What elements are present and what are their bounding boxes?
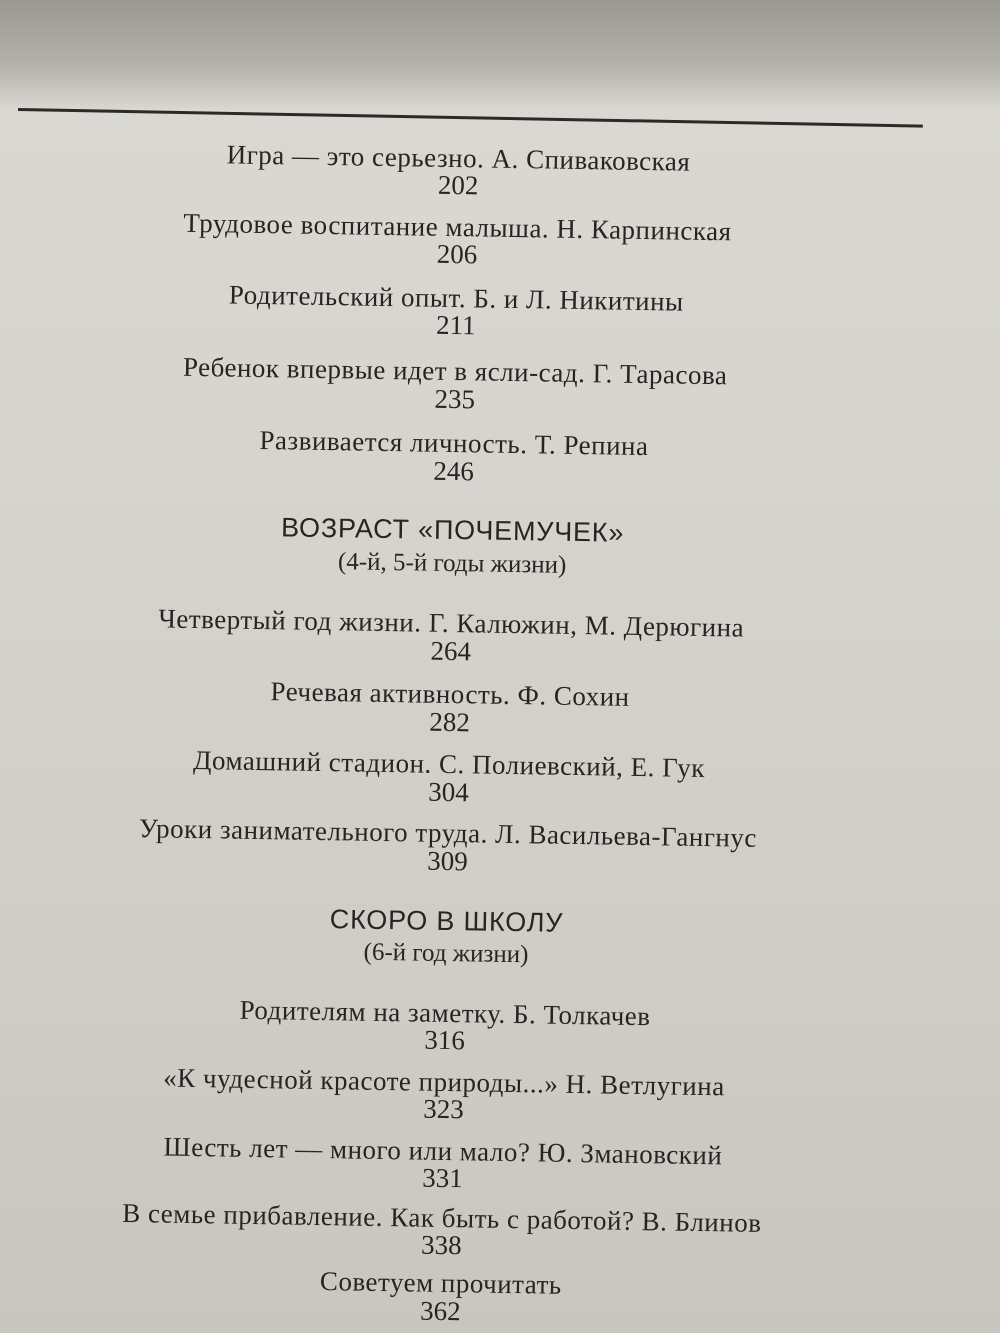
toc-entry-title: Родительский опыт. Б. и Л. Никитины: [228, 279, 684, 317]
toc-entry-title: Трудовое воспитание малыша. Н. Карпинская: [183, 207, 732, 247]
section-title: ВОЗРАСТ «ПОЧЕМУЧЕК»: [280, 512, 625, 548]
toc-entry-title: Уроки занимательного труда. Л. Васильева-Гангнус: [138, 813, 758, 853]
section-title: СКОРО В ШКОЛУ: [329, 904, 564, 938]
toc-entry-page: 331: [422, 1162, 463, 1194]
toc-entry-page: 246: [433, 455, 475, 487]
toc-entry-page: 235: [434, 383, 476, 415]
toc-entry-title: Домашний стадион. С. Полиевский, Е. Гук: [192, 744, 706, 784]
toc-entry-page: 362: [419, 1295, 461, 1327]
toc-entry-title: Родителям на заметку. Б. Толкачев: [239, 994, 651, 1032]
toc-entry-page: 338: [420, 1229, 462, 1261]
toc-entry-title: В семье прибавление. Как быть с работой? В. Блинов: [122, 1197, 762, 1238]
section-subtitle: (6-й год жизни): [363, 938, 529, 969]
toc-entry-page: 316: [424, 1024, 466, 1056]
toc-entry-page: 202: [437, 169, 479, 201]
section-subtitle: (4-й, 5-й годы жизни): [337, 548, 567, 579]
toc-entry-page: 264: [430, 635, 472, 667]
toc-entry-title: Советуем прочитать: [319, 1266, 562, 1300]
toc-entry-title: Ребенок впервые идет в ясли-сад. Г. Тарасова: [182, 351, 728, 391]
toc-entry-page: 282: [429, 706, 471, 738]
toc-entry-page: 211: [435, 309, 476, 341]
toc-entry-title: Шесть лет — много или мало? Ю. Змановский: [163, 1131, 723, 1171]
toc-entry-title: «К чудесной красоте природы...» Н. Ветлугина: [163, 1062, 725, 1102]
toc-entry-page: 206: [436, 238, 478, 270]
toc-entry-page: 309: [426, 845, 468, 877]
toc-entry-title: Речевая активность. Ф. Сохин: [270, 676, 630, 712]
toc-entry-title: Игра — это серьезно. А. Спиваковская: [226, 139, 691, 177]
toc-entry-page: 323: [423, 1093, 465, 1125]
toc-entry-title: Четвертый год жизни. Г. Калюжин, М. Дерюгина: [158, 603, 745, 643]
toc-entry-title: Развивается личность. Т. Репина: [259, 424, 649, 462]
toc-entry-page: 304: [428, 776, 470, 808]
